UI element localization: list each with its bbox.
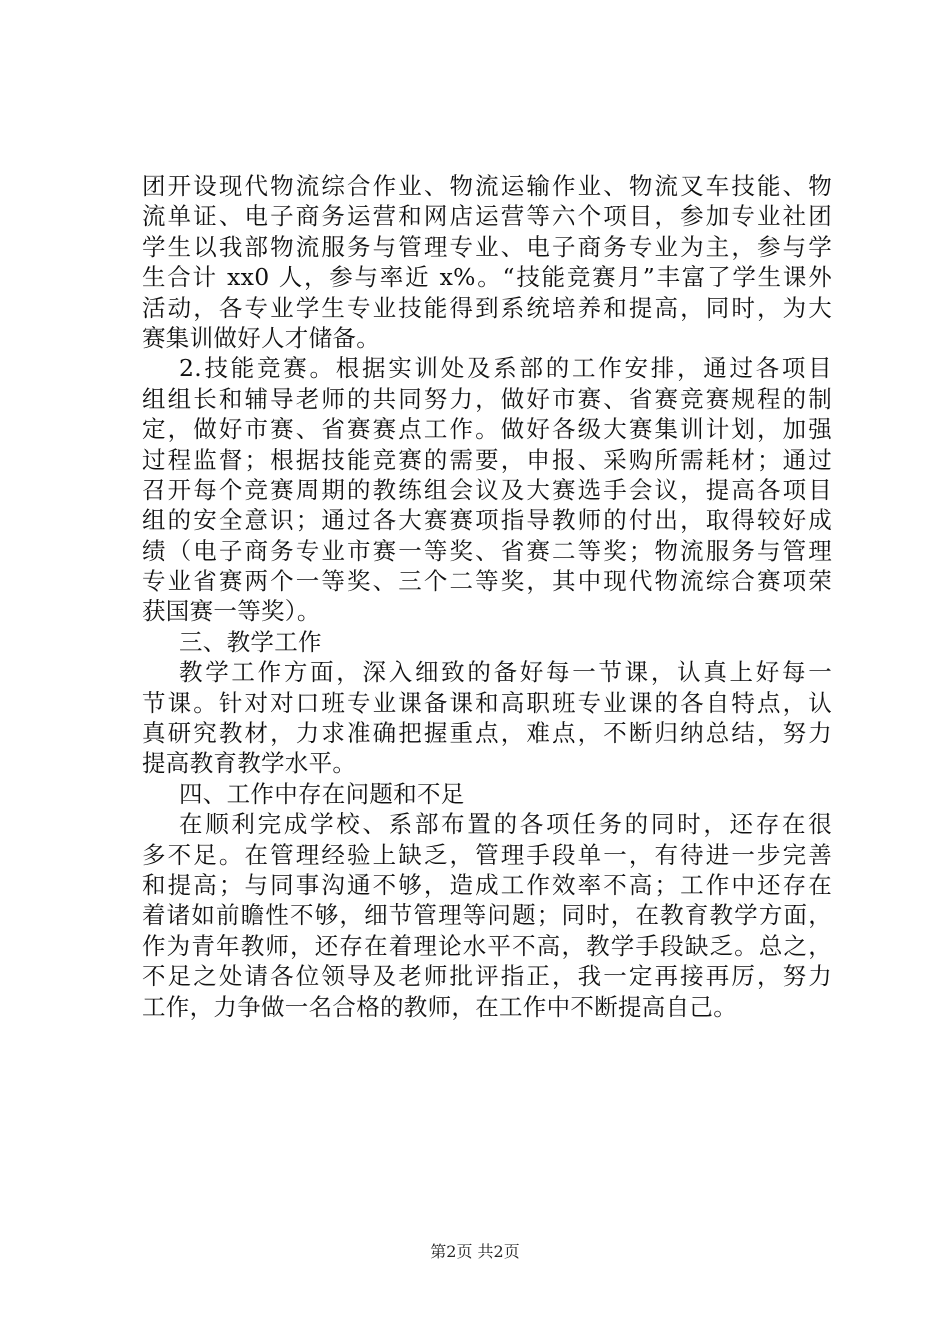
text-line: 提高教育教学水平。 (142, 749, 357, 778)
text-line: 团开设现代物流综合作业、物流运输作业、物流叉车技能、物 (142, 172, 832, 200)
document-body (142, 171, 832, 1022)
text-line: 节课。针对对口班专业课备课和高职班专业课的各自特点，认 (142, 688, 832, 717)
text-line: 生合计 xx0 人，参与率近 x%。“技能竞赛月”丰富了学生课外 (142, 263, 832, 292)
text-line: 2.技能竞赛。根据实训处及系部的工作安排，通过各项目 (179, 354, 832, 383)
text-line: 和提高；与同事沟通不够，造成工作效率不高；工作中还存在 (142, 870, 832, 899)
text-line: 获国赛一等奖）。 (142, 597, 321, 626)
text-line: 组的安全意识；通过各大赛赛项指导教师的付出，取得较好成 (142, 506, 832, 535)
text-line: 作为青年教师，还存在着理论水平不高，教学手段缺乏。总之， (142, 931, 832, 960)
text-line: 教学工作方面，深入细致的备好每一节课，认真上好每一 (179, 658, 832, 687)
section-heading: 四、工作中存在问题和不足 (179, 779, 465, 808)
text-line: 流单证、电子商务运营和网店运营等六个项目，参加专业社团 (142, 202, 832, 231)
text-line: 过程监督；根据技能竞赛的需要，申报、采购所需耗材；通过 (142, 445, 832, 474)
text-line: 工作，力争做一名合格的教师，在工作中不断提高自己。 (142, 992, 737, 1021)
page-footer: 第2页 共2页 (430, 1242, 520, 1261)
text-line: 专业省赛两个一等奖、三个二等奖，其中现代物流综合赛项荣 (142, 567, 832, 596)
text-line: 学生以我部物流服务与管理专业、电子商务专业为主，参与学 (142, 232, 832, 261)
text-line: 召开每个竞赛周期的教练组会议及大赛选手会议，提高各项目 (142, 475, 832, 504)
text-line: 赛集训做好人才储备。 (142, 323, 380, 352)
text-line: 绩（电子商务专业市赛一等奖、省赛二等奖；物流服务与管理 (142, 536, 832, 565)
text-line: 组组长和辅导老师的共同努力，做好市赛、省赛竞赛规程的制 (142, 384, 832, 413)
text-line: 不足之处请各位领导及老师批评指正，我一定再接再厉，努力 (142, 962, 832, 991)
text-line: 着诸如前瞻性不够，细节管理等问题；同时，在教育教学方面， (142, 901, 832, 930)
section-heading: 三、教学工作 (179, 627, 322, 656)
text-line: 活动，各专业学生专业技能得到系统培养和提高，同时，为大 (142, 293, 832, 322)
text-line: 定，做好市赛、省赛赛点工作。做好各级大赛集训计划，加强 (142, 415, 832, 444)
text-line: 在顺利完成学校、系部布置的各项任务的同时，还存在很 (179, 810, 832, 839)
text-line: 真研究教材，力求准确把握重点，难点，不断归纳总结，努力 (142, 719, 832, 748)
text-line: 多不足。在管理经验上缺乏，管理手段单一，有待进一步完善 (142, 840, 832, 869)
